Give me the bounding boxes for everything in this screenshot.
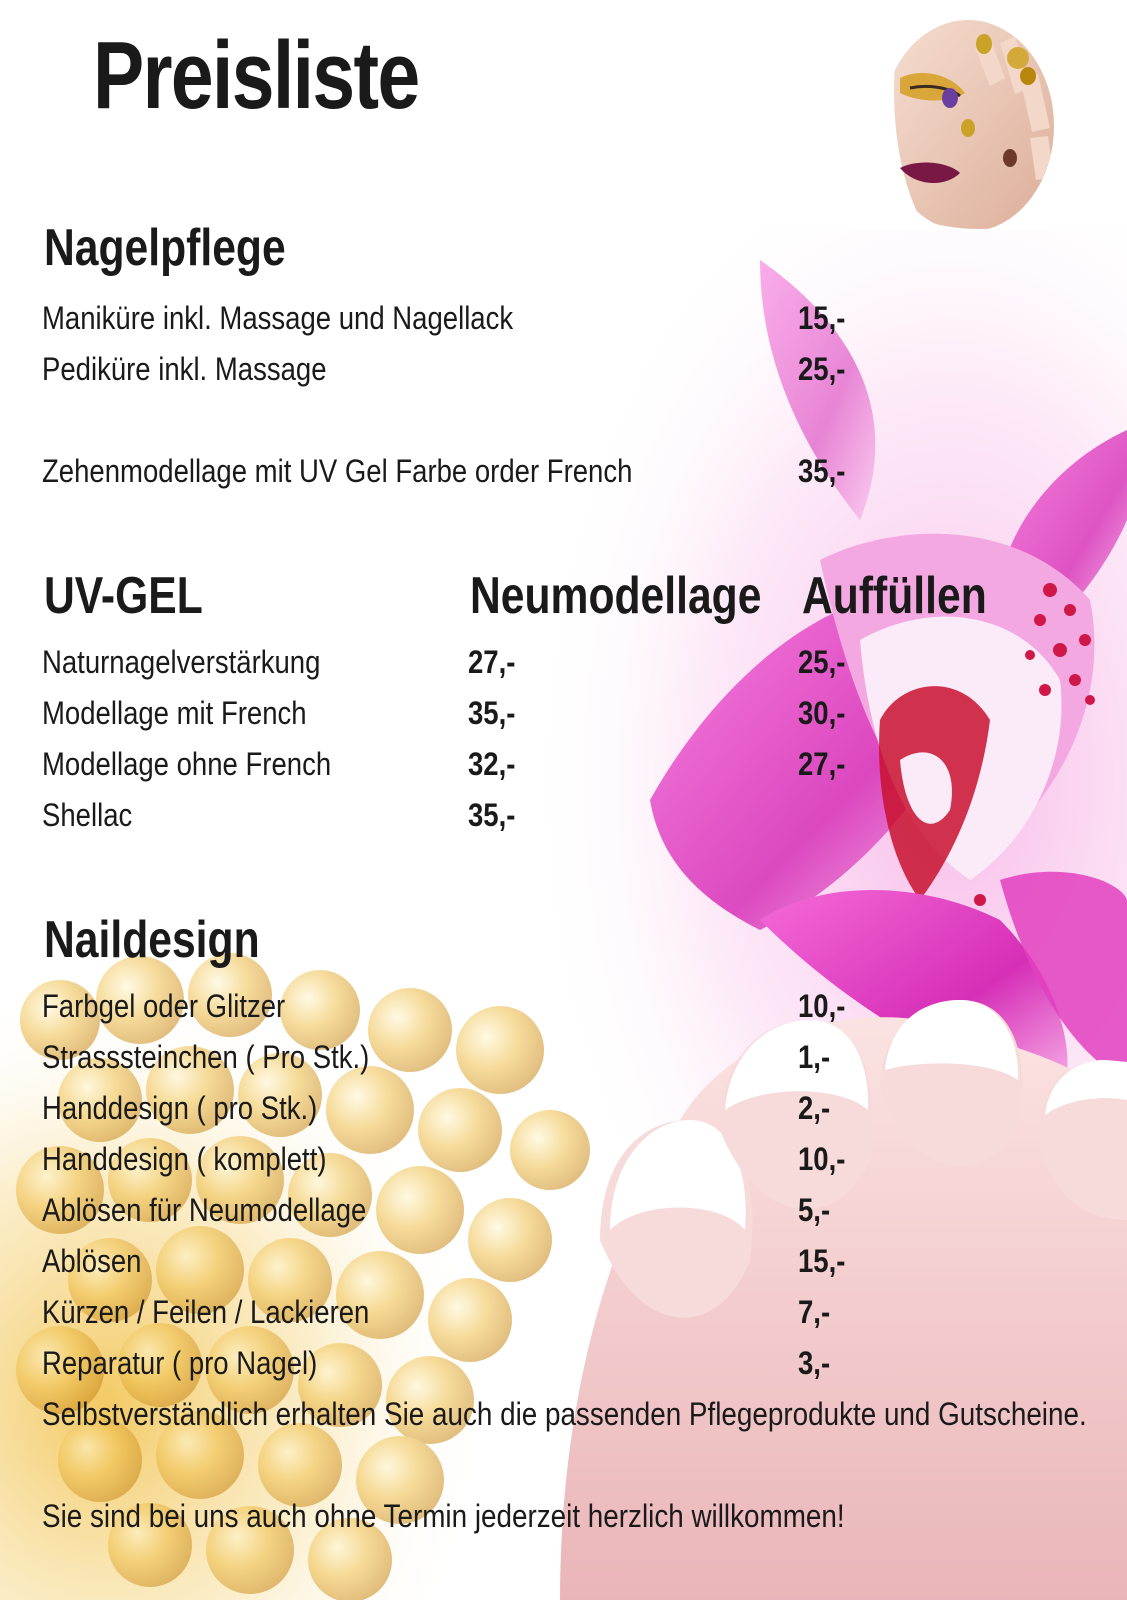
naildesign-item-price: 10,- xyxy=(798,988,846,1024)
naildesign-item-label: Ablösen xyxy=(42,1243,142,1279)
naildesign-item-price: 1,- xyxy=(798,1039,831,1075)
naildesign-item-label: Handdesign ( komplett) xyxy=(42,1141,327,1177)
uvgel-item-label: Shellac xyxy=(42,797,133,833)
section-heading-uvgel: UV-GEL xyxy=(44,567,203,625)
column-header-neumodellage: Neumodellage xyxy=(470,567,762,625)
uvgel-item-price-refill: 27,- xyxy=(798,746,846,782)
naildesign-item-label: Kürzen / Feilen / Lackieren xyxy=(42,1294,370,1330)
products-note: Selbstverständlich erhalten Sie auch die passenden Pflegeprodukte und Gutscheine. xyxy=(42,1396,1087,1432)
nagelpflege-item-label: Zehenmodellage mit UV Gel Farbe order French xyxy=(42,453,633,489)
uvgel-item-price-refill: 30,- xyxy=(798,695,846,731)
naildesign-item-label: Reparatur ( pro Nagel) xyxy=(42,1345,318,1381)
page-title: Preisliste xyxy=(93,22,419,129)
uvgel-item-label: Modellage ohne French xyxy=(42,746,332,782)
uvgel-item-price-new: 27,- xyxy=(468,644,516,680)
naildesign-item-price: 15,- xyxy=(798,1243,846,1279)
naildesign-item-label: Farbgel oder Glitzer xyxy=(42,988,286,1024)
uvgel-item-price-refill: 25,- xyxy=(798,644,846,680)
welcome-note: Sie sind bei uns auch ohne Termin jederzeit herzlich willkommen! xyxy=(42,1498,845,1534)
column-header-auffuellen: Auffüllen xyxy=(802,567,987,625)
nagelpflege-item-label: Pediküre inkl. Massage xyxy=(42,351,327,387)
nagelpflege-item-label: Maniküre inkl. Massage und Nagellack xyxy=(42,300,514,336)
naildesign-item-price: 3,- xyxy=(798,1345,831,1381)
naildesign-item-label: Handdesign ( pro Stk.) xyxy=(42,1090,318,1126)
uvgel-item-price-new: 35,- xyxy=(468,797,516,833)
nagelpflege-item-price: 25,- xyxy=(798,351,846,387)
uvgel-item-price-new: 32,- xyxy=(468,746,516,782)
naildesign-item-label: Strasssteinchen ( Pro Stk.) xyxy=(42,1039,370,1075)
naildesign-item-price: 2,- xyxy=(798,1090,831,1126)
uvgel-item-price-new: 35,- xyxy=(468,695,516,731)
section-heading-naildesign: Naildesign xyxy=(44,911,260,969)
uvgel-item-label: Modellage mit French xyxy=(42,695,307,731)
naildesign-item-price: 10,- xyxy=(798,1141,846,1177)
nagelpflege-item-price: 35,- xyxy=(798,453,846,489)
uvgel-item-label: Naturnagelverstärkung xyxy=(42,644,321,680)
naildesign-item-price: 5,- xyxy=(798,1192,831,1228)
naildesign-item-price: 7,- xyxy=(798,1294,831,1330)
naildesign-item-label: Ablösen für Neumodellage xyxy=(42,1192,367,1228)
section-heading-nagelpflege: Nagelpflege xyxy=(44,219,286,277)
nagelpflege-item-price: 15,- xyxy=(798,300,846,336)
